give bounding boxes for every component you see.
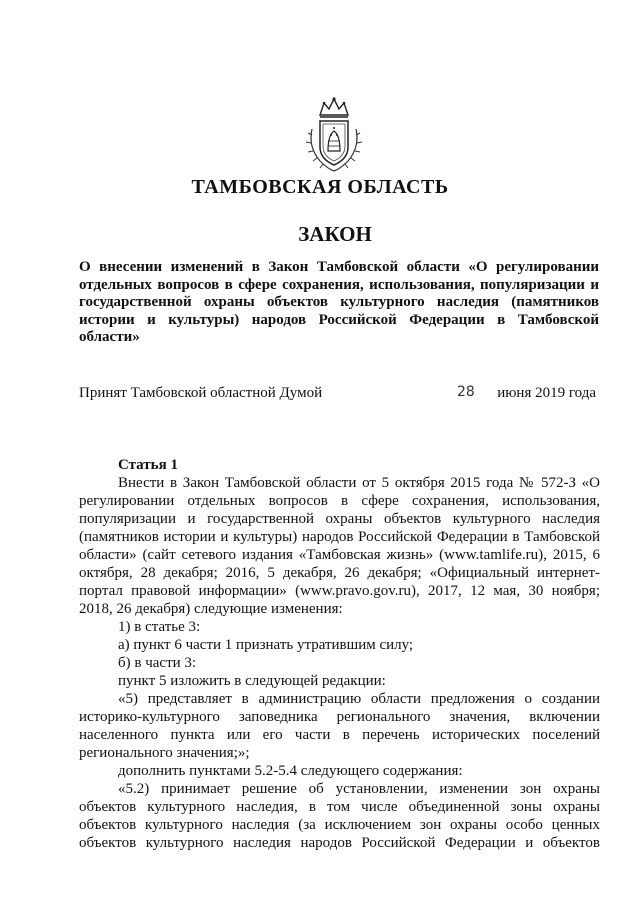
region-title: ТАМБОВСКАЯ ОБЛАСТЬ bbox=[191, 176, 449, 198]
paragraph: б) в части 3: bbox=[118, 655, 197, 671]
adoption-label: Принят Тамбовской областной Думой bbox=[79, 385, 323, 401]
document-type: ЗАКОН bbox=[298, 222, 372, 246]
law-subject: О внесении изменений в Закон Тамбовской области «О регулировании отдельных вопросов в сфере сохранения, использования, популяризации и государственной охраны объектов культурного наследия (памятников истории и культуры) народов Российской Федерации в Тамбовской области» bbox=[79, 259, 599, 345]
paragraph: 1) в статье 3: bbox=[118, 619, 201, 635]
article-heading: Статья 1 bbox=[118, 457, 178, 473]
adoption-line bbox=[79, 385, 599, 405]
paragraph: дополнить пунктами 5.2-5.4 следующего содержания: bbox=[118, 763, 463, 779]
paragraph: а) пункт 6 части 1 признать утратившим силу; bbox=[118, 637, 414, 653]
paragraph: «5) представляет в администрацию области предложения о создании историко-культурного заповедника регионального значения, включении населенного пункта или его части в перечень исторических поселений регионального значения;»; bbox=[79, 691, 600, 761]
adoption-month-year: июня 2019 года bbox=[497, 385, 596, 401]
article-body bbox=[79, 474, 600, 852]
coat-of-arms-icon bbox=[298, 95, 370, 175]
paragraph: Внести в Закон Тамбовской области от 5 октября 2015 года № 572-З «О регулировании отдельных вопросов в сфере сохранения, использования, популяризации и государственной охраны объектов культурного наследия (памятников истории и культуры) народов Российской Федерации в Тамбовской области» (сайт сетевого издания «Тамбовская жизнь» (www.tamlife.ru), 2015, 6 октября, 28 декабря; 2016, 5 декабря, 26 декабря; «Официальный интернет-портал правовой информации» (www.pravo.gov.ru), 2017, 12 мая, 30 ноября; 2018, 26 декабря) следующие изменения: bbox=[79, 475, 600, 617]
paragraph: «5.2) принимает решение об установлении, изменении зон охраны объектов культурного наследия, в том числе объединенной зоны охраны объектов культурного наследия (за исключением зон охраны особо ценных объектов культурного наследия народов Российской Федерации и объектов bbox=[79, 781, 600, 851]
adoption-day: 28 bbox=[457, 384, 475, 400]
paragraph: пункт 5 изложить в следующей редакции: bbox=[118, 673, 386, 689]
